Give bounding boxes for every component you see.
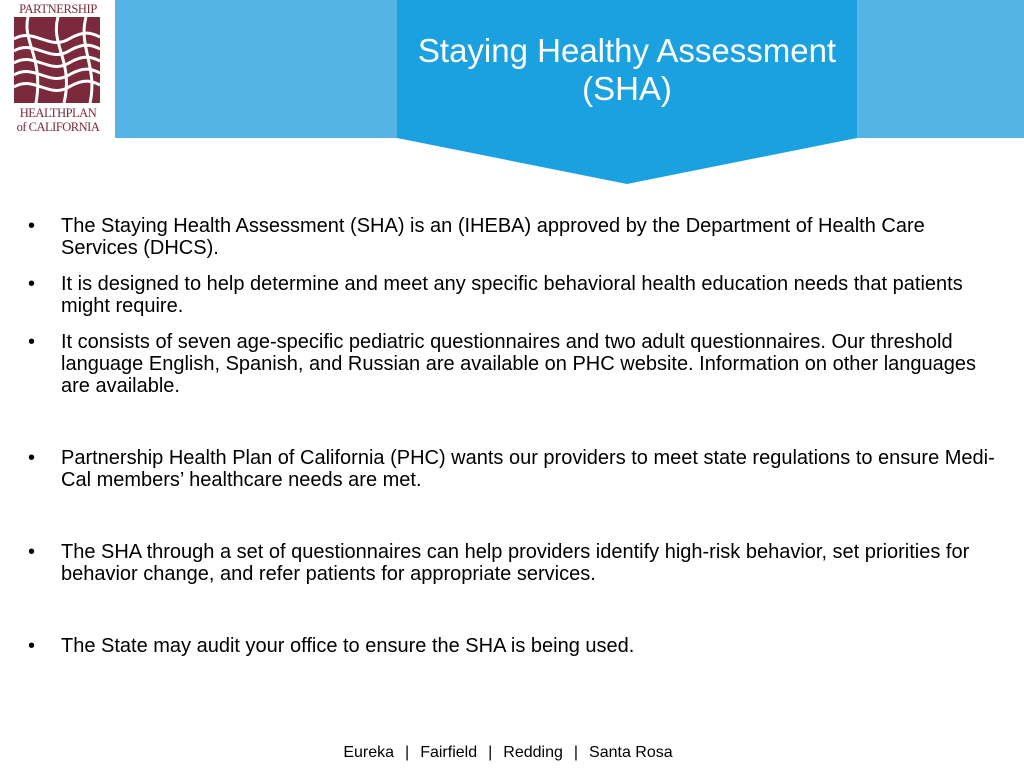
page-title-line-2: (SHA) — [582, 70, 672, 107]
bullet-dot-icon: • — [28, 215, 36, 237]
logo-mark-icon — [14, 17, 100, 103]
bullet-item — [28, 273, 1003, 317]
bullet-text: Partnership Health Plan of California (PHC) wants our providers to meet state regulations to ensure Medi-Cal members’ healthcare needs are met. — [61, 447, 995, 491]
footer-location: Redding — [503, 744, 563, 761]
page-title — [397, 32, 857, 108]
bullet-dot-icon: • — [28, 635, 36, 657]
footer-location: Santa Rosa — [589, 744, 673, 761]
footer-separator: | — [405, 744, 410, 761]
footer-location: Fairfield — [420, 744, 478, 761]
bullet-item — [28, 541, 1003, 585]
page-title-line-1: Staying Healthy Assessment — [417, 32, 837, 69]
footer-separator: | — [488, 744, 493, 761]
footer-location: Eureka — [343, 744, 395, 761]
logo-top-text: PARTNERSHIP — [19, 2, 97, 16]
bullet-item — [28, 215, 1003, 259]
bullet-dot-icon: • — [28, 331, 36, 353]
bullet-text: It consists of seven age-specific pediatric questionnaires and two adult questionnaires. Our threshold language English, Spanish, and Russian are available on PHC website. Information on other languages are available. — [61, 331, 977, 397]
bullet-list — [28, 215, 1003, 657]
bullet-dot-icon: • — [28, 541, 36, 563]
bullet-text: The SHA through a set of questionnaires can help providers identify high-risk behavior, set priorities for behavior change, and refer patients for appropriate services. — [61, 541, 970, 585]
logo-bottom-line-2: of CALIFORNIA — [16, 120, 100, 134]
footer-separator: | — [573, 744, 579, 761]
bullet-dot-icon: • — [28, 447, 36, 469]
bullet-dot-icon: • — [28, 273, 36, 295]
logo-bottom-line-1: HEALTHPLAN — [19, 106, 97, 120]
bullet-text: It is designed to help determine and meet any specific behavioral health education needs that patients might require. — [61, 273, 963, 317]
bullet-item — [28, 447, 1003, 491]
title-banner — [397, 0, 857, 184]
bullet-item — [28, 635, 1003, 657]
bullet-item — [28, 331, 1003, 397]
logo-bottom-text — [12, 106, 104, 134]
logo — [12, 0, 104, 140]
bullet-text: The Staying Health Assessment (SHA) is an (IHEBA) approved by the Department of Health Care Services (DHCS). — [61, 215, 925, 259]
footer-locations — [0, 744, 1016, 762]
bullet-text: The State may audit your office to ensure the SHA is being used. — [61, 635, 635, 657]
